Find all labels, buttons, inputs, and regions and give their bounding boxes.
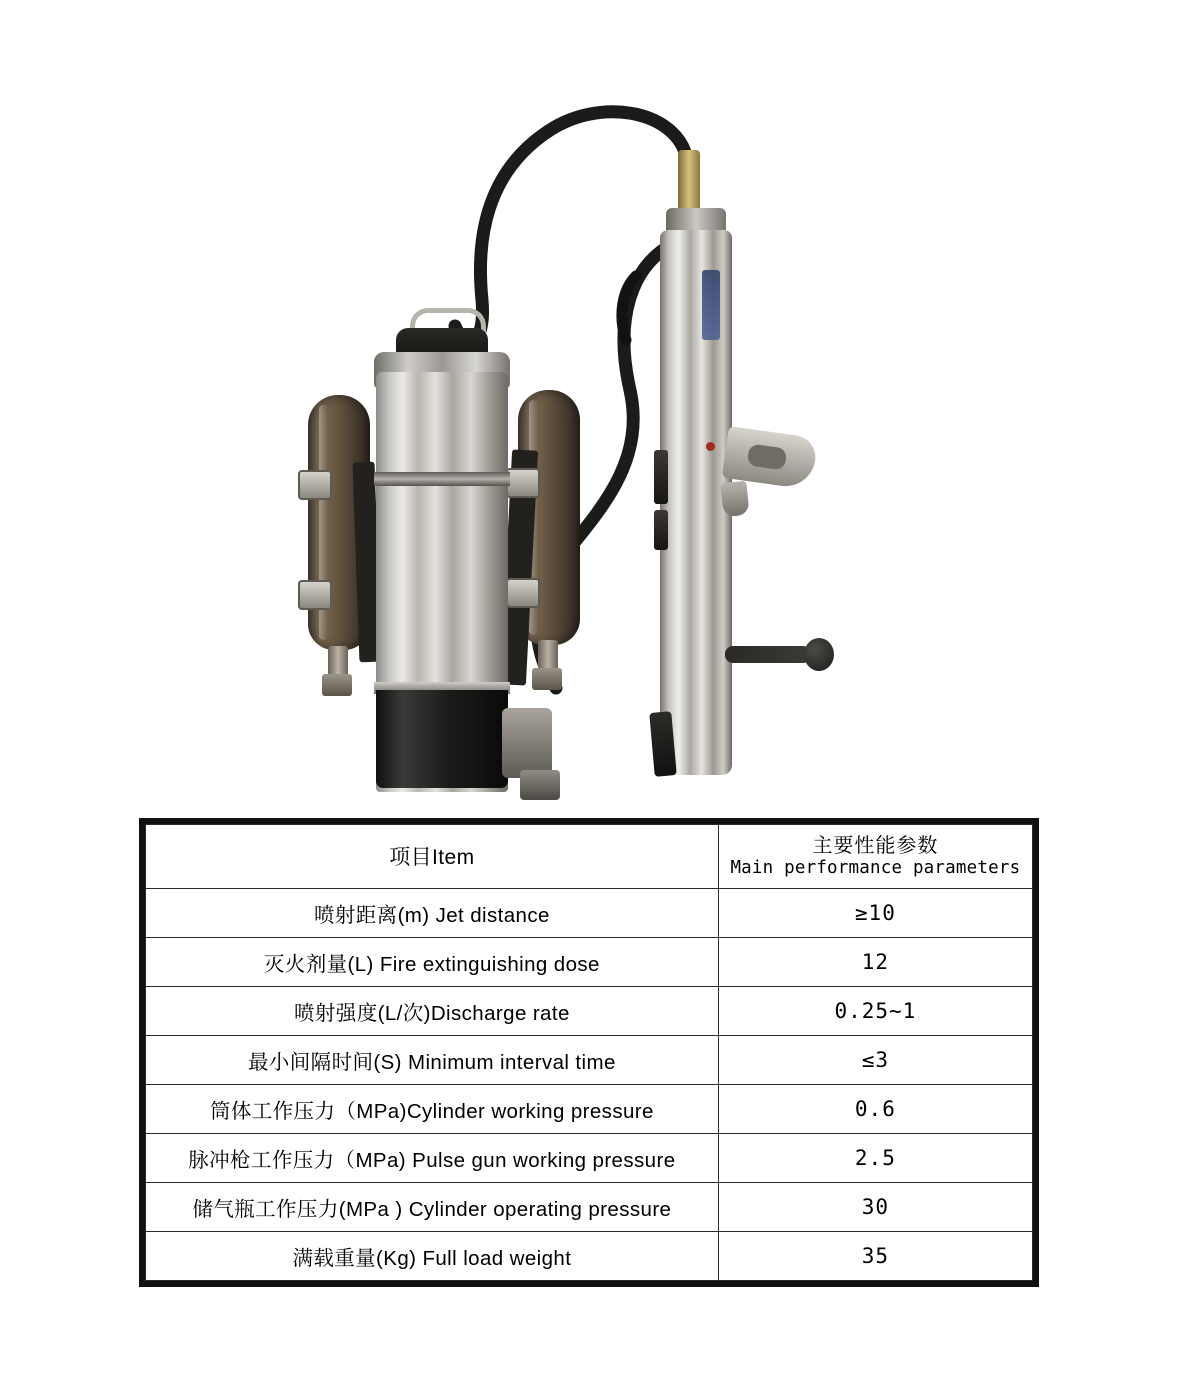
row-item: 灭火剂量(L) Fire extinguishing dose bbox=[146, 937, 719, 986]
row-value: 0.25~1 bbox=[718, 986, 1032, 1035]
strap-buckle bbox=[506, 468, 540, 498]
header-item-label: 项目Item bbox=[389, 846, 475, 870]
tank-collar bbox=[374, 472, 510, 486]
row-value: 12 bbox=[718, 937, 1032, 986]
cylinder-neck-left bbox=[328, 646, 348, 676]
row-item: 筒体工作压力（MPa)Cylinder working pressure bbox=[146, 1084, 719, 1133]
row-item: 喷射距离(m) Jet distance bbox=[146, 888, 719, 937]
gun-side-handle-knob bbox=[804, 638, 834, 671]
cylinder-valve-left bbox=[322, 674, 352, 696]
header-value-label-cn: 主要性能参数 bbox=[812, 833, 939, 857]
header-value-label-en: Main performance parameters bbox=[730, 858, 1021, 878]
strap-buckle bbox=[506, 578, 540, 608]
row-item: 满载重量(Kg) Full load weight bbox=[146, 1231, 719, 1280]
cylinder-valve-right bbox=[532, 668, 562, 690]
header-cell-value bbox=[718, 825, 1032, 889]
row-item: 最小间隔时间(S) Minimum interval time bbox=[146, 1035, 719, 1084]
gun-indicator-dot bbox=[706, 442, 715, 451]
tank-bottom bbox=[376, 690, 508, 788]
row-value: ≤3 bbox=[718, 1035, 1032, 1084]
table-row bbox=[146, 1231, 1033, 1280]
row-item: 储气瓶工作压力(MPa ) Cylinder operating pressure bbox=[146, 1182, 719, 1231]
table-row bbox=[146, 1084, 1033, 1133]
row-item: 喷射强度(L/次)Discharge rate bbox=[146, 986, 719, 1035]
base-fitting bbox=[502, 708, 552, 778]
gun-side-fitting bbox=[654, 510, 668, 550]
table-row bbox=[146, 986, 1033, 1035]
row-value: ≥10 bbox=[718, 888, 1032, 937]
strap-buckle bbox=[298, 580, 332, 610]
table-header-row bbox=[146, 825, 1033, 889]
gun-barrel-highlight bbox=[702, 270, 720, 340]
gun-side-fitting bbox=[654, 450, 668, 504]
pulse-gun-trigger bbox=[720, 481, 749, 518]
table-row bbox=[146, 1133, 1033, 1182]
row-item: 脉冲枪工作压力（MPa) Pulse gun working pressure bbox=[146, 1133, 719, 1182]
row-value: 35 bbox=[718, 1231, 1032, 1280]
table-row bbox=[146, 1035, 1033, 1084]
row-value: 30 bbox=[718, 1182, 1032, 1231]
product-illustration bbox=[270, 90, 890, 790]
gun-hose-connector bbox=[678, 150, 700, 212]
base-outlet-valve bbox=[520, 770, 560, 800]
strap-buckle bbox=[298, 470, 332, 500]
specification-table bbox=[139, 818, 1039, 1287]
header-cell-item bbox=[146, 825, 719, 889]
pulse-gun-barrel bbox=[660, 230, 732, 775]
table-row bbox=[146, 888, 1033, 937]
row-value: 0.6 bbox=[718, 1084, 1032, 1133]
table-row bbox=[146, 937, 1033, 986]
row-value: 2.5 bbox=[718, 1133, 1032, 1182]
table-row bbox=[146, 1182, 1033, 1231]
gun-side-handle bbox=[725, 646, 811, 663]
cylinder-neck-right bbox=[538, 640, 558, 670]
